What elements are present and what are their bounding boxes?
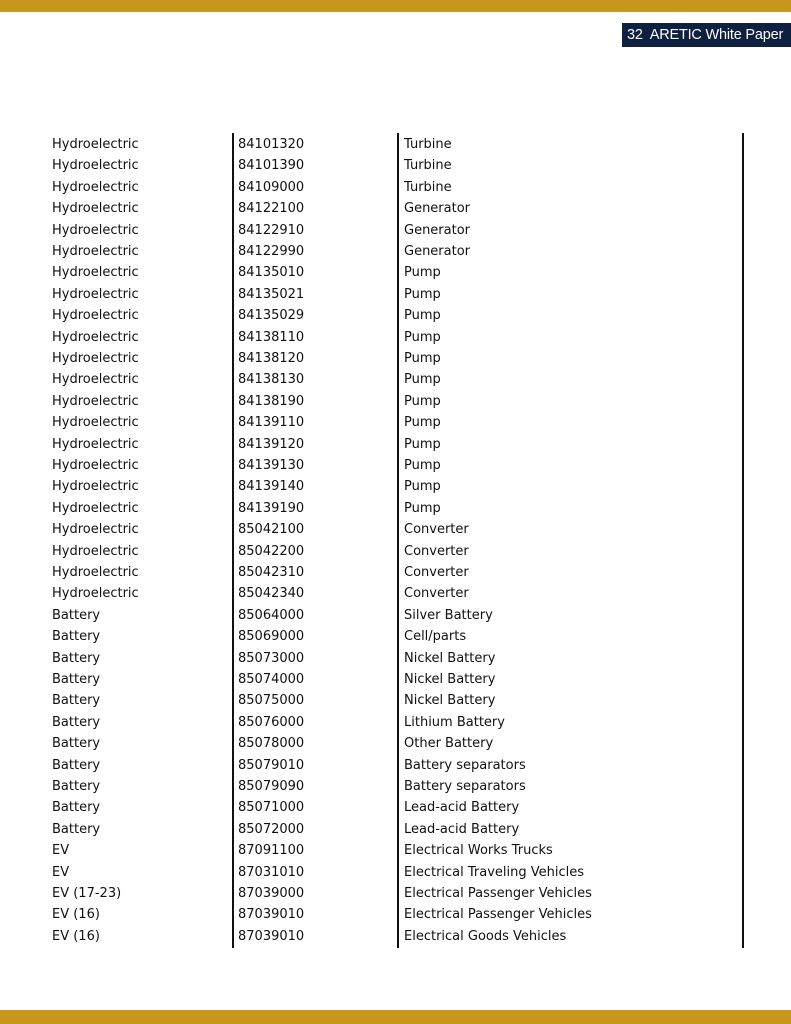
hs-code-cell: 85071000: [238, 800, 305, 816]
hs-code-cell: 84138120: [238, 351, 305, 366]
table-row: [0, 241, 791, 262]
top-accent-bar: [0, 0, 791, 12]
category-cell: Hydroelectric: [52, 286, 139, 302]
category-cell: EV (16): [52, 907, 100, 923]
hs-code-cell: 87091100: [238, 843, 305, 859]
product-cell: Pump: [404, 286, 441, 302]
category-cell: Hydroelectric: [52, 265, 139, 281]
category-cell: Battery: [52, 736, 101, 752]
product-cell: Nickel Battery: [404, 672, 496, 687]
product-cell: Electrical Passenger Vehicles: [404, 907, 592, 923]
category-cell: Hydroelectric: [52, 436, 139, 452]
category-cell: Battery: [52, 607, 101, 623]
product-cell: Pump: [404, 415, 441, 431]
product-cell: Pump: [404, 329, 441, 345]
product-cell: Other Battery: [404, 736, 494, 752]
table-row: [0, 134, 791, 155]
document-title: ARETIC White Paper: [649, 27, 784, 43]
category-cell: Hydroelectric: [52, 329, 139, 345]
category-cell: Battery: [52, 800, 101, 816]
category-cell: Hydroelectric: [52, 244, 139, 259]
hs-code-cell: 84109000: [238, 179, 305, 195]
table-row: [0, 284, 791, 305]
category-cell: Hydroelectric: [52, 179, 139, 195]
product-cell: Electrical Goods Vehicles: [404, 928, 567, 944]
category-cell: Hydroelectric: [52, 222, 139, 238]
page-header: [622, 23, 791, 47]
product-cell: Turbine: [404, 179, 452, 195]
table-row: [0, 391, 791, 412]
hs-code-cell: 84138110: [238, 329, 305, 345]
hs-code-cell: 84139120: [238, 436, 305, 452]
category-cell: Hydroelectric: [52, 479, 139, 495]
table-row: [0, 690, 791, 711]
table-row: [0, 926, 791, 947]
table-row: [0, 583, 791, 604]
table-row: [0, 669, 791, 690]
category-cell: Battery: [52, 650, 101, 666]
product-cell: Pump: [404, 372, 441, 388]
hs-code-cell: 85078000: [238, 736, 305, 752]
product-cell: Converter: [404, 543, 469, 559]
table-row: [0, 797, 791, 818]
hs-code-cell: 84139140: [238, 479, 305, 495]
table-row: [0, 369, 791, 390]
category-cell: Hydroelectric: [52, 201, 139, 217]
product-cell: Pump: [404, 308, 441, 324]
hs-code-cell: 84135029: [238, 308, 305, 324]
product-cell: Electrical Works Trucks: [404, 843, 553, 859]
hs-code-cell: 85072000: [238, 821, 305, 837]
category-cell: Hydroelectric: [52, 308, 139, 324]
hs-code-cell: 87039010: [238, 928, 305, 944]
product-cell: Turbine: [404, 137, 452, 152]
hs-code-cell: 84122990: [238, 244, 305, 259]
table-row: [0, 220, 791, 241]
table-row: [0, 904, 791, 925]
category-cell: Battery: [52, 672, 101, 687]
category-cell: Hydroelectric: [52, 543, 139, 559]
table-row: [0, 498, 791, 519]
category-cell: Hydroelectric: [52, 415, 139, 431]
category-cell: Battery: [52, 821, 101, 837]
hs-code-cell: 84122100: [238, 201, 305, 217]
product-cell: Converter: [404, 522, 469, 538]
product-cell: Electrical Traveling Vehicles: [404, 864, 585, 880]
table-row: [0, 840, 791, 861]
product-cell: Turbine: [404, 158, 452, 174]
table-row: [0, 455, 791, 476]
product-cell: Pump: [404, 265, 441, 281]
hs-code-cell: 84139190: [238, 500, 305, 516]
hs-code-cell: 84138130: [238, 372, 305, 388]
table-row: [0, 198, 791, 219]
hs-code-cell: 85069000: [238, 629, 305, 645]
hs-code-cell: 84139110: [238, 415, 305, 431]
table-row: [0, 776, 791, 797]
hs-code-cell: 85075000: [238, 693, 305, 709]
hs-code-cell: 87039000: [238, 886, 305, 901]
category-cell: Hydroelectric: [52, 372, 139, 388]
table-row: [0, 541, 791, 562]
product-cell: Cell/parts: [404, 629, 467, 645]
product-cell: Converter: [404, 586, 469, 602]
product-cell: Nickel Battery: [404, 693, 496, 709]
product-cell: Lead-acid Battery: [404, 821, 520, 837]
hs-code-cell: 85042100: [238, 522, 305, 538]
category-cell: Battery: [52, 693, 101, 709]
product-cell: Pump: [404, 479, 441, 495]
table-row: [0, 327, 791, 348]
product-cell: Pump: [404, 436, 441, 452]
category-cell: EV: [52, 864, 70, 880]
hs-code-cell: 84135021: [238, 286, 305, 302]
bottom-accent-bar: [0, 1010, 791, 1024]
product-cell: Electrical Passenger Vehicles: [404, 886, 592, 901]
hs-code-cell: 85079090: [238, 779, 305, 794]
table-row: [0, 648, 791, 669]
page-number: 32: [627, 27, 643, 43]
category-cell: Hydroelectric: [52, 351, 139, 366]
product-cell: Generator: [404, 201, 471, 217]
product-cell: Lead-acid Battery: [404, 800, 520, 816]
category-cell: Hydroelectric: [52, 137, 139, 152]
hs-code-cell: 84138190: [238, 393, 305, 409]
table-row: [0, 476, 791, 497]
product-cell: Nickel Battery: [404, 650, 496, 666]
hs-code-cell: 84122910: [238, 222, 305, 238]
table-row: [0, 883, 791, 904]
category-cell: EV (17-23): [52, 886, 122, 901]
hs-code-cell: 87031010: [238, 864, 305, 880]
table-row: [0, 733, 791, 754]
product-cell: Battery separators: [404, 757, 526, 773]
category-cell: EV: [52, 843, 70, 859]
table-row: [0, 755, 791, 776]
hs-code-cell: 87039010: [238, 907, 305, 923]
table-row: [0, 434, 791, 455]
table-row: [0, 712, 791, 733]
category-cell: Battery: [52, 757, 101, 773]
table-row: [0, 562, 791, 583]
product-cell: Pump: [404, 500, 441, 516]
category-cell: Hydroelectric: [52, 458, 139, 473]
category-cell: Hydroelectric: [52, 586, 139, 602]
product-cell: Pump: [404, 351, 441, 366]
category-cell: Hydroelectric: [52, 500, 139, 516]
hs-code-cell: 84135010: [238, 265, 305, 281]
table-row: [0, 819, 791, 840]
category-cell: Hydroelectric: [52, 158, 139, 174]
table-row: [0, 262, 791, 283]
table-row: [0, 626, 791, 647]
hs-code-cell: 85042340: [238, 586, 305, 602]
hs-code-cell: 84101320: [238, 137, 305, 152]
table-row: [0, 305, 791, 326]
hs-code-cell: 85076000: [238, 714, 305, 730]
table-row: [0, 862, 791, 883]
table-row: [0, 177, 791, 198]
hs-code-cell: 85073000: [238, 650, 305, 666]
product-cell: Battery separators: [404, 779, 526, 794]
hs-code-cell: 84101390: [238, 158, 305, 174]
hs-code-cell: 85042310: [238, 565, 305, 580]
product-cell: Lithium Battery: [404, 714, 505, 730]
product-cell: Converter: [404, 565, 469, 580]
hs-code-cell: 85079010: [238, 757, 305, 773]
category-cell: EV (16): [52, 928, 100, 944]
table-row: [0, 412, 791, 433]
category-cell: Hydroelectric: [52, 393, 139, 409]
category-cell: Battery: [52, 629, 101, 645]
product-cell: Pump: [404, 458, 441, 473]
product-cell: Generator: [404, 222, 471, 238]
hs-code-cell: 85064000: [238, 607, 305, 623]
product-cell: Silver Battery: [404, 607, 493, 623]
category-cell: Hydroelectric: [52, 565, 139, 580]
table-row: [0, 605, 791, 626]
table-row: [0, 155, 791, 176]
category-cell: Hydroelectric: [52, 522, 139, 538]
hs-code-cell: 85074000: [238, 672, 305, 687]
hs-code-cell: 84139130: [238, 458, 305, 473]
product-cell: Pump: [404, 393, 441, 409]
product-cell: Generator: [404, 244, 471, 259]
table-row: [0, 348, 791, 369]
category-cell: Battery: [52, 714, 101, 730]
category-cell: Battery: [52, 779, 101, 794]
table-row: [0, 519, 791, 540]
hs-code-cell: 85042200: [238, 543, 305, 559]
